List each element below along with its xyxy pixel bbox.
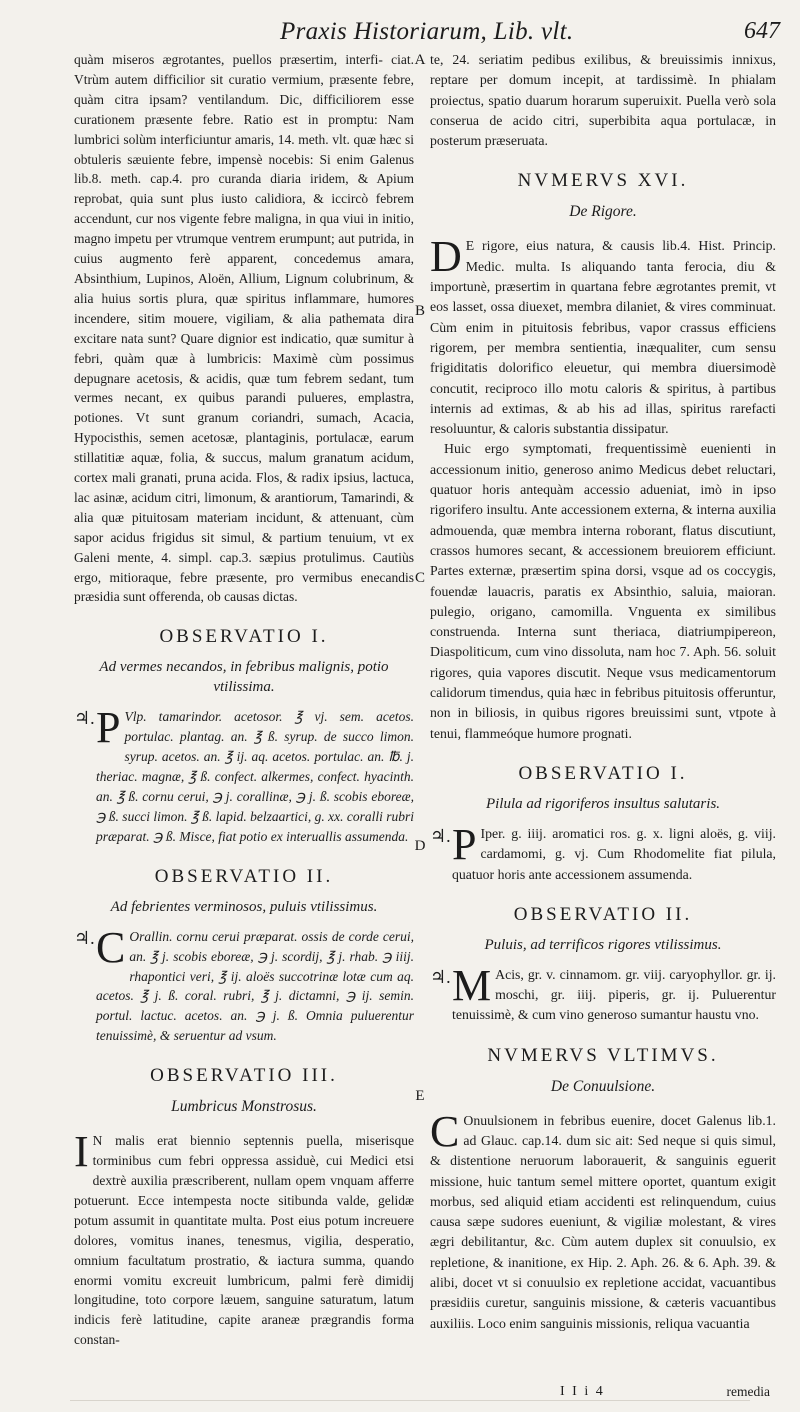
left-paragraph-1: quàm miseros ægrotantes, puellos præsertim, interfi- ciat. Vtrùm autem difficilior sit curatio vermium, præsente febre, quàm citra ipsam? ventilandum. Dic, difficiliorem esse curationem præsente febre. Ratio est in promptu: Nam lumbrici solùm interficiuntur amaris, 14. meth. vlt. quæ hæc si obtuleris sæuiente febre, impensè nocebis: Si enim Galenus lib.8. meth. cap.4. pro curanda diaria iridem, & Apium reprobat, quia sunt plus iusto calidiora, & iccircò febrem accendunt, cur nos vigente febre maligna, in qua viui in initio, magno impetu per vtrumque ventrem erumpunt; aut putrida, in cuius augmento ferè apparent, concedemus amara, Absinthium, Lupinos, Aloën, Allium, Lignum colubrinum, & alia huius sortis plura, quæ spiritus inflammare, humores incendere, sitim mouere, vigiliam, & alia pathemata dira excitare nata sunt? Quare dignior est indicatio, quæ sumitur à febri, quàm quæ à lumbricis: Maximè cùm possimus depugnare acetosis, & acidis, quæ tum febrem sedant, tum vermes necant, ex quibus parandi pulueres, emplastra, potiones. Vt sunt granum coriandri, sumach, Acacia, Hypocisthis, semen acetosæ, plantaginis, portulacæ, earum stillatitiæ aquæ, folia, & succus, malum granatum acidum, cortex mali granati, pruna acida. Flos, & radix ipsius, lactuca, lac asinæ, acidum citri, limonum, & arantiorum, Tamarindi, & alia quæ pituitosam materiam incidunt, & attenuant, cùm sapor acidus frigidus sit simul, & partium tenuium, vt ex Galeni mente, 4. simpl. cap.3. sæpius protulimus. Cautiùs ergo, mitioraque, febre præsente, pro vermibus enecandis præsidia sunt offerenda, ob causas dictas. <box>74 52 414 605</box>
right-obs2-title: Puluis, ad terrificos rigores vtilissimus. <box>484 936 722 953</box>
left-obs3-heading: OBSERVATIO III. <box>150 1065 338 1087</box>
dropcap-letter: P <box>96 703 121 753</box>
margin-letter-b: B <box>414 303 425 319</box>
left-obs2-recipe <box>74 922 414 1046</box>
dropcap-letter: M <box>452 960 492 1010</box>
left-obs3-paragraph <box>74 1127 414 1350</box>
right-num16-paragraph <box>430 232 776 439</box>
left-column <box>74 50 414 1350</box>
right-obs2-recipe <box>430 960 776 1026</box>
dropcap-letter: P <box>452 819 477 869</box>
margin-letter-e: E <box>415 1088 425 1104</box>
right-num16-paragraph-2: Huic ergo symptomati, frequentissimè euenienti in accessionum initio, generoso animo Medicus debet reluctari, quatuor horis antequàm accessio adueniat, imò in ipso rigorifero insultu. Ante accessionem externa, & interna auxilia admouenda, quæ membra interna roborant, flatus discutiunt, crassos humores secant, & accessionem breuiorem efficiunt. Partes externæ, præsertim spina dorsi, vsque ad os coccygis, fouendæ lauacris, paratis ex Absinthio, saluia, maioran. pulegio, origano, camomilla. Vnguenta ex similibus construenda. Interna sunt theriaca, diatriumpipereon, Diaspoliticum, cum vino dissoluta, nam hoc 7. Aph. 56. soluit rigores, quia vapores discutit. Neque vsus medicamentorum calidorum timendus, quia hæc in febribus pituitosis offeruntur, non in biliosis, in quibus rigores breuissimi sunt, vtpote à tenui, flammeóque humore prognati. <box>430 441 776 741</box>
right-obs2-text: Acis, gr. v. cinnamom. gr. viij. caryophyllor. gr. ij. moschi, gr. iiij. piperis, gr. ij. Puluerentur tenuissimè, & cum vino generoso sumantur haustu vno. <box>452 966 776 1023</box>
dropcap-letter: I <box>74 1127 89 1177</box>
left-obs3-title: Lumbricus Monstrosus. <box>171 1098 317 1116</box>
recipe-sign-icon: ♃. <box>430 966 451 987</box>
right-numlast-heading: NVMERVS VLTIMVS. <box>487 1044 719 1066</box>
right-paragraph-1: te, 24. seriatim pedibus exilibus, & breuissimis innixus, reptare per domum incepit, at tardissimè. In phialam proiectus, spatio duarum horarum superuixit. Puella verò sola conserua de acido citri, superbibita aqua portulacæ, in posterum præseruata. <box>430 52 776 149</box>
page-footer <box>560 1384 770 1406</box>
left-obs2-heading: OBSERVATIO II. <box>154 865 334 887</box>
signature-mark: I I i 4 <box>560 1384 605 1399</box>
left-obs2-title: Ad febrientes verminosos, puluis vtilissimus. <box>110 898 378 915</box>
right-column <box>430 50 776 1334</box>
right-numlast-text: Onuulsionem in febribus euenire, docet Galenus lib.1. ad Glauc. cap.14. dum sic ait: Sed neque si quis simul, & distentione neruorum laborauerit, & sanguinis eguerit missione, huic tantum semel mittere oportet, quantum exigit morbus, sed aliquid etiam accidenti est relinquendum, cuius causa sæpe sudores eueniunt, & vigiliæ molestant, & vires ægri debilitantur, &c. Cùm autem duplex sit conuulsio, ex repletione, & inanitione, ex Hip. 2. Aph. 26. & 6. Aph. 39. & alibi, docet vt si conuulsio ex repletione accidat, vacuantibus præsidiis curetur, sanguinis missione, & cæteris vacuantibus auxiliis. Loco enim sanguinis missionis, reliqua vacuantia <box>430 1112 776 1331</box>
page-edge-line <box>70 1400 750 1401</box>
margin-letter-a: A <box>414 52 426 68</box>
right-num16-heading: NVMERVS XVI. <box>517 170 689 192</box>
left-obs3-text: N malis erat biennio septennis puella, miserisque torminibus cum febri oppressa assiduè, cui Medici etsi dextrè auxilia præscriberent, nullam opem vnquam afferre potuerunt. Ecce intempesta nocte sitibunda valde, gelidæ potum assumit in quantitate multa. Post eius potum increuere dolores, vomitus inanes, tenesmus, vigilia, desperatio, omnium facultatum prostratio, & iactura summa, quando enormi vomitu excreuit lumbricum, palmi ferè dimidij longitudine, toto corpore læuem, sanguine saturatum, latum indicis ferè latitudine, capite araneæ prægrandis forma constan- <box>74 1133 414 1348</box>
page-number: 647 <box>744 18 780 44</box>
margin-letter-c: C <box>414 570 425 586</box>
left-obs1-title: Ad vermes necandos, in febribus malignis, potio vtilissima. <box>99 659 389 696</box>
right-numlast-title: De Conuulsione. <box>550 1077 656 1095</box>
right-obs1-title: Pilula ad rigoriferos insultus salutaris. <box>485 795 721 812</box>
left-obs1-text: Vlp. tamarindor. acetosor. ℥ vj. sem. acetos. portulac. plantag. an. ℥ ß. syrup. de succo limon. syrup. acetos. an. ℥ ij. aq. acetos. portulac. an. ℔. j. theriac. magnæ, ℥ ß. confect. alkermes, confect. hyacinth. an. ℥ ß. cornu cerui, ℈ j. corallinæ, ℈ j. ß. scobis eboreæ, ℈ ß. succi limon. ℥ ß. lapid. belzaartici, g. xx. coralli rubri præparat. ℈ ß. Misce, fiat potio ex interuallis assumenda. <box>96 709 414 844</box>
left-obs1-heading: OBSERVATIO I. <box>159 626 329 648</box>
right-obs1-heading: OBSERVATIO I. <box>518 762 688 784</box>
recipe-sign-icon: ♃. <box>74 708 95 729</box>
page-header <box>0 0 800 48</box>
left-obs1-recipe <box>74 703 414 846</box>
dropcap-letter: C <box>430 1106 460 1156</box>
recipe-sign-icon: ♃. <box>430 825 451 846</box>
running-title: Praxis Historiarum, Lib. vlt. <box>280 18 574 45</box>
dropcap-letter: C <box>96 922 126 972</box>
right-num16-text: E rigore, eius natura, & causis lib.4. Hist. Princip. Medic. multa. Is aliquando tanta ferocia, diu & importunè, præsertim in quartana febre ægrotantes premit, vt eos lasset, ossa diuexet, membra dilaniet, & vires comminuat. Cùm enim in pituitosis febribus, vapor crassus efficiens rigorem, per membra sentientia, inæqualiter, cum sensu frigiditatis dolorifico eleuetur, qui membra diuersimodè concutit, reciproco illo motu caloris & spiritus, à partibus internis ad extimas, & ab his ad illas, spiritus rarefacti resoluuntur, & caloris substantia dissipatur. <box>430 238 776 437</box>
right-num16-title: De Rigore. <box>569 203 637 221</box>
catchword: remedia <box>726 1384 770 1399</box>
dropcap-letter: D <box>430 232 462 282</box>
right-obs1-text: Iper. g. iiij. aromatici ros. g. x. ligni aloës, g. viij. cardamomi, g. vj. Cum Rhodomelite fiat pilula, quatuor horis ante accessionem assumenda. <box>452 825 776 882</box>
margin-letter-d: D <box>414 838 426 854</box>
right-obs2-heading: OBSERVATIO II. <box>513 903 693 925</box>
left-obs2-text: Orallin. cornu cerui præparat. ossis de corde cerui, an. ℥ j. scobis eboreæ, ℈ j. scordij, ℥ j. rhab. ℈ iiij. rhapontici veri, ℥ ij. aloës succotrinæ lotæ cum aq. acetos. ℥ j. ß. coral. rubri, ℥ j. dictamni, ℈ ij. semin. portul. lactuc. acetos. an. ℈ j. ß. Omnia puluerentur tenuissimè, & seruentur ad vsum. <box>96 928 414 1044</box>
recipe-sign-icon: ♃. <box>74 927 95 948</box>
right-numlast-paragraph <box>430 1106 776 1334</box>
right-obs1-recipe <box>430 819 776 885</box>
